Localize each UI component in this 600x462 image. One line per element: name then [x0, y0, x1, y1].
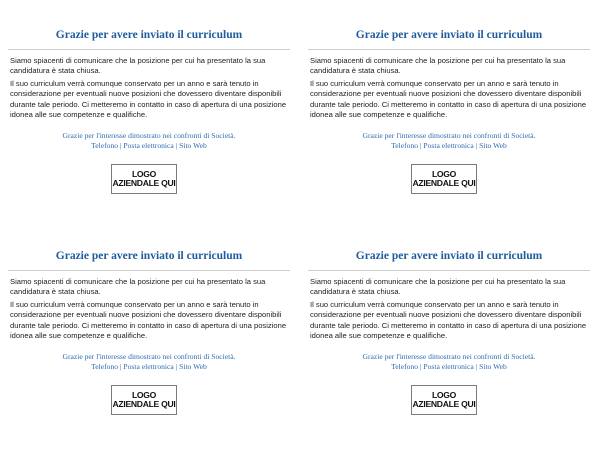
thanks-line: Grazie per l'interesse dimostrato nei confronti di Società.: [62, 131, 236, 140]
contact-line: [8, 141, 290, 151]
company-logo-placeholder: [411, 164, 477, 194]
contact-line: [308, 362, 590, 372]
logo-text: LOGO AZIENDALE QUI: [112, 390, 176, 409]
thanks-line: Grazie per l'interesse dimostrato nei confronti di Società.: [62, 352, 236, 361]
company-logo-placeholder: [111, 385, 177, 415]
thanks-line: Grazie per l'interesse dimostrato nei confronti di Società.: [362, 131, 536, 140]
retention-paragraph: Il suo curriculum verrà comunque conservato per un anno e sarà tenuto in considerazione per eventuali nuove posizioni che dovessero diventare disponibili durante tale periodo. Ci metteremo in contatto in caso di apertura di una posizione idonea alle sue competenze e qualifiche.: [10, 300, 287, 340]
logo-text: LOGO AZIENDALE QUI: [112, 169, 176, 188]
closing-notice-paragraph: Siamo spiacenti di comunicare che la posizione per cui ha presentato la sua candidatura è stata chiusa.: [310, 56, 566, 76]
closing-notice-paragraph: Siamo spiacenti di comunicare che la posizione per cui ha presentato la sua candidatura è stata chiusa.: [10, 277, 266, 297]
email-link[interactable]: Posta elettronica: [123, 362, 174, 371]
card-title: Grazie per avere inviato il curriculum: [355, 250, 543, 262]
title-divider: [8, 49, 290, 50]
email-link[interactable]: Posta elettronica: [423, 141, 474, 150]
card-title: Grazie per avere inviato il curriculum: [55, 250, 243, 262]
contact-separator: |: [173, 362, 180, 371]
title-divider: [8, 270, 290, 271]
title-divider: [308, 270, 590, 271]
postcard-top-right: [308, 24, 590, 234]
contact-line: [308, 141, 590, 151]
website-link[interactable]: Sito Web: [179, 362, 207, 371]
website-link[interactable]: Sito Web: [479, 362, 507, 371]
postcard-bottom-right: [308, 245, 590, 455]
contact-line: [8, 362, 290, 372]
phone-link[interactable]: Telefono: [391, 362, 419, 371]
retention-paragraph: Il suo curriculum verrà comunque conservato per un anno e sarà tenuto in considerazione per eventuali nuove posizioni che dovessero diventare disponibili durante tale periodo. Ci metteremo in contatto in caso di apertura di una posizione idonea alle sue competenze e qualifiche.: [10, 79, 287, 119]
closing-notice-paragraph: Siamo spiacenti di comunicare che la posizione per cui ha presentato la sua candidatura è stata chiusa.: [310, 277, 566, 297]
postcard-top-left: [8, 24, 290, 234]
phone-link[interactable]: Telefono: [391, 141, 419, 150]
contact-separator: |: [473, 362, 480, 371]
postcard-bottom-left: [8, 245, 290, 455]
contact-separator: |: [418, 362, 424, 371]
contact-separator: |: [473, 141, 480, 150]
company-logo-placeholder: [411, 385, 477, 415]
contact-separator: |: [173, 141, 180, 150]
retention-paragraph: Il suo curriculum verrà comunque conservato per un anno e sarà tenuto in considerazione per eventuali nuove posizioni che dovessero diventare disponibili durante tale periodo. Ci metteremo in contatto in caso di apertura di una posizione idonea alle sue competenze e qualifiche.: [310, 300, 587, 340]
card-title: Grazie per avere inviato il curriculum: [55, 29, 243, 41]
closing-notice-paragraph: Siamo spiacenti di comunicare che la posizione per cui ha presentato la sua candidatura è stata chiusa.: [10, 56, 266, 76]
retention-paragraph: Il suo curriculum verrà comunque conservato per un anno e sarà tenuto in considerazione per eventuali nuove posizioni che dovessero diventare disponibili durante tale periodo. Ci metteremo in contatto in caso di apertura di una posizione idonea alle sue competenze e qualifiche.: [310, 79, 587, 119]
phone-link[interactable]: Telefono: [91, 362, 119, 371]
thanks-line: Grazie per l'interesse dimostrato nei confronti di Società.: [362, 352, 536, 361]
logo-text: LOGO AZIENDALE QUI: [412, 169, 476, 188]
title-divider: [308, 49, 590, 50]
website-link[interactable]: Sito Web: [479, 141, 507, 150]
website-link[interactable]: Sito Web: [179, 141, 207, 150]
contact-separator: |: [118, 362, 124, 371]
logo-text: LOGO AZIENDALE QUI: [412, 390, 476, 409]
email-link[interactable]: Posta elettronica: [423, 362, 474, 371]
company-logo-placeholder: [111, 164, 177, 194]
contact-separator: |: [118, 141, 124, 150]
card-title: Grazie per avere inviato il curriculum: [355, 29, 543, 41]
email-link[interactable]: Posta elettronica: [123, 141, 174, 150]
phone-link[interactable]: Telefono: [91, 141, 119, 150]
contact-separator: |: [418, 141, 424, 150]
